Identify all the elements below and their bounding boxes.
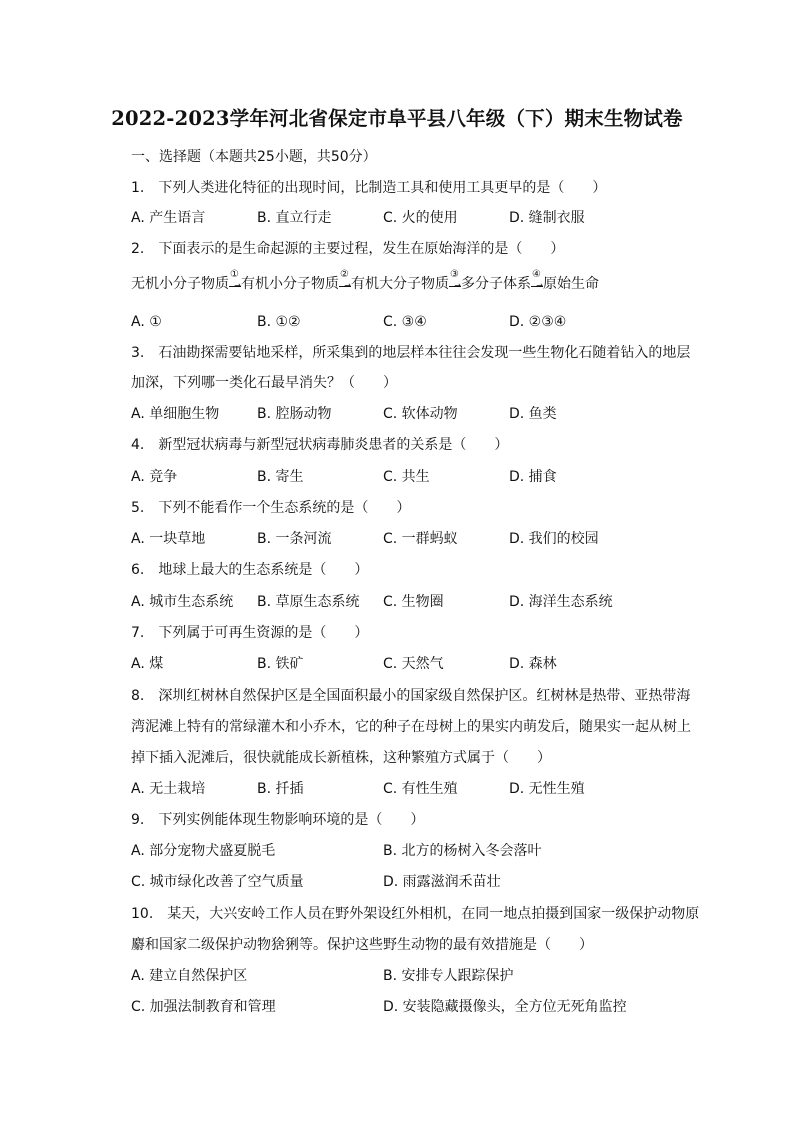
q9-option-c: C. 城市绿化改善了空气质量 (131, 874, 304, 890)
q1-option-a: A. 产生语言 (131, 210, 206, 226)
section-heading: 一、选择题（本题共25小题，共50分） (131, 149, 377, 165)
q7-option-d: D. 森林 (509, 656, 557, 672)
q3-option-b: B. 腔肠动物 (257, 406, 332, 422)
q8-option-b: B. 扦插 (257, 781, 304, 797)
step-arrow-3: ③ → (450, 269, 461, 290)
page-title: 2022-2023学年河北省保定市阜平县八年级（下）期末生物试卷 (111, 107, 683, 130)
q4-option-a: A. 竞争 (131, 469, 178, 485)
question-10-stem-line-1: 10. 某天，大兴安岭工作人员在野外架设红外相机，在同一地点拍摄到国家一级保护动物原 (131, 906, 700, 922)
q6-option-c: C. 生物圈 (383, 594, 444, 610)
q3-option-d: D. 鱼类 (509, 406, 557, 422)
formula-term-2: 有机小分子物质 (241, 276, 339, 292)
step-arrow-2: ② → (340, 269, 351, 290)
question-8-stem-line-1: 8. 深圳红树林自然保护区是全国面积最小的国家级自然保护区。红树林是热带、亚热带海 (131, 688, 691, 704)
q5-option-a: A. 一块草地 (131, 531, 206, 547)
formula-term-1: 无机小分子物质 (131, 276, 229, 292)
q6-option-d: D. 海洋生态系统 (509, 594, 613, 610)
q7-option-a: A. 煤 (131, 656, 164, 672)
question-6-stem: 6. 地球上最大的生态系统是（ ） (131, 562, 369, 578)
q10-option-c: C. 加强法制教育和管理 (131, 999, 276, 1015)
q2-option-a: A. ① (131, 314, 162, 330)
q9-option-a: A. 部分宠物犬盛夏脱毛 (131, 843, 276, 859)
q10-option-a: A. 建立自然保护区 (131, 968, 248, 984)
q5-option-d: D. 我们的校园 (509, 531, 599, 547)
q2-option-c: C. ③④ (383, 314, 427, 330)
q5-option-c: C. 一群蚂蚁 (383, 531, 458, 547)
q8-option-a: A. 无土栽培 (131, 781, 206, 797)
step-arrow-4: ④ → (532, 269, 543, 290)
q4-option-b: B. 寄生 (257, 469, 304, 485)
question-8-stem-line-2: 湾泥滩上特有的常绿灌木和小乔木，它的种子在母树上的果实内萌发后，随果实一起从树上 (131, 719, 691, 735)
question-4-stem: 4. 新型冠状病毒与新型冠状病毒肺炎患者的关系是（ ） (131, 437, 509, 453)
q6-option-a: A. 城市生态系统 (131, 594, 234, 610)
formula-term-3: 有机大分子物质 (351, 276, 449, 292)
question-3-stem-line-2: 加深，下列哪一类化石最早消失？（ ） (131, 375, 397, 391)
question-5-stem: 5. 下列不能看作一个生态系统的是（ ） (131, 500, 411, 516)
question-2-stem: 2. 下面表示的是生命起源的主要过程，发生在原始海洋的是（ ） (131, 241, 565, 257)
q1-option-c: C. 火的使用 (383, 210, 458, 226)
q8-option-d: D. 无性生殖 (509, 781, 585, 797)
q8-option-c: C. 有性生殖 (383, 781, 458, 797)
question-8-stem-line-3: 掉下插入泥滩后，很快就能成长新植株，这种繁殖方式属于（ ） (131, 750, 551, 766)
q7-option-c: C. 天然气 (383, 656, 444, 672)
q1-option-d: D. 缝制衣服 (509, 210, 585, 226)
formula-term-4: 多分子体系 (461, 276, 531, 292)
q9-option-b: B. 北方的杨树入冬会落叶 (383, 843, 542, 859)
question-1-stem: 1. 下列人类进化特征的出现时间，比制造工具和使用工具更早的是（ ） (131, 180, 607, 196)
q2-option-d: D. ②③④ (509, 314, 567, 330)
q7-option-b: B. 铁矿 (257, 656, 304, 672)
formula-term-5: 原始生命 (543, 276, 599, 292)
question-3-stem-line-1: 3. 石油勘探需要钻地采样，所采集到的地层样本往往会发现一些生物化石随着钻入的地层 (131, 345, 691, 361)
q4-option-c: C. 共生 (383, 469, 430, 485)
q4-option-d: D. 捕食 (509, 469, 557, 485)
q6-option-b: B. 草原生态系统 (257, 594, 360, 610)
q3-option-c: C. 软体动物 (383, 406, 458, 422)
question-9-stem: 9. 下列实例能体现生物影响环境的是（ ） (131, 812, 425, 828)
q5-option-b: B. 一条河流 (257, 531, 332, 547)
q10-option-d: D. 安装隐藏摄像头，全方位无死角监控 (383, 999, 627, 1015)
q2-option-b: B. ①② (257, 314, 301, 330)
step-arrow-1: ① → (230, 269, 241, 290)
question-7-stem: 7. 下列属于可再生资源的是（ ） (131, 625, 369, 641)
q1-option-b: B. 直立行走 (257, 210, 332, 226)
life-origin-formula (131, 269, 599, 293)
question-10-stem-line-2: 麝和国家二级保护动物猞猁等。保护这些野生动物的最有效措施是（ ） (131, 937, 593, 953)
q3-option-a: A. 单细胞生物 (131, 406, 220, 422)
q10-option-b: B. 安排专人跟踪保护 (383, 968, 514, 984)
q9-option-d: D. 雨露滋润禾苗壮 (383, 874, 501, 890)
